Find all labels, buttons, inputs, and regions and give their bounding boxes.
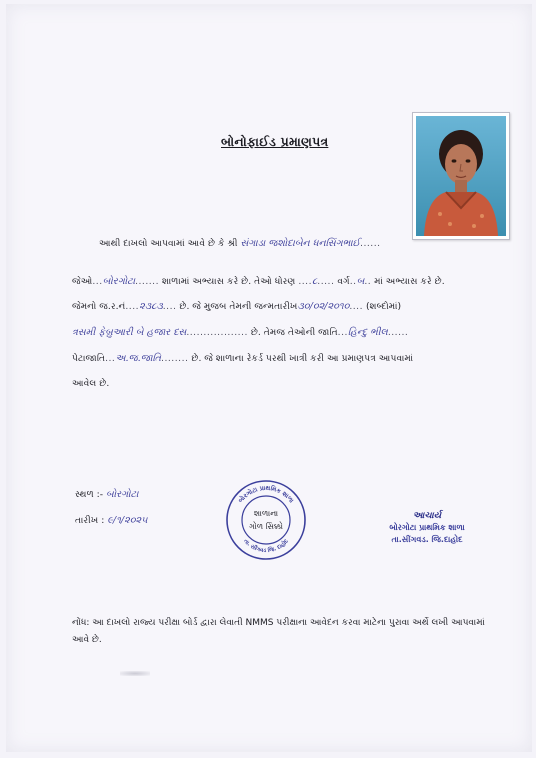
paper-smudge bbox=[120, 671, 150, 676]
note: નોંધ: આ દાખલો રાજ્ય પરીક્ષા બોર્ડ દ્વારા લેવાતી NMMS પરીક્ષાના આવેદન કરવા માટેના પુરાવા અર્થે લખી આપવામાં આવે છે. bbox=[72, 618, 485, 645]
date-row bbox=[75, 515, 147, 526]
dots: ...... bbox=[360, 238, 381, 249]
dots: ... bbox=[92, 276, 103, 287]
certificate-line-6 bbox=[72, 378, 109, 390]
caste: હિન્દુ ભીલ bbox=[347, 327, 388, 338]
student-name: સંગાડા જશોદાબેન ધનસિંગભાઈ bbox=[240, 238, 361, 249]
subcaste: અ.જ.જાતિ bbox=[115, 353, 162, 364]
dots: .... bbox=[298, 276, 313, 287]
certificate-line-2 bbox=[72, 276, 445, 288]
line6-text: આવેલ છે. bbox=[72, 378, 110, 389]
dots: ... bbox=[337, 327, 348, 338]
gr-label: જેમનો જ.ર.નં bbox=[72, 301, 126, 312]
place-label: સ્થળ :- bbox=[75, 489, 104, 500]
class-label: વર્ગ bbox=[337, 276, 350, 287]
dots: ..... bbox=[317, 276, 335, 287]
place-row bbox=[75, 489, 138, 500]
student-photo bbox=[412, 112, 510, 240]
stamp-inner-top: શાળાના bbox=[253, 509, 279, 518]
place-value: બોરગોટા bbox=[106, 489, 139, 500]
certificate-line-3 bbox=[72, 301, 401, 313]
certificate-line-1 bbox=[99, 238, 381, 250]
stamp-inner-bottom: ગોળ સિક્કો bbox=[249, 522, 283, 531]
dots: ... bbox=[105, 353, 116, 364]
dob-in-words: ત્રસમી ફેબ્રુઆરી બે હજાર દસ bbox=[72, 327, 187, 338]
principal-stamp bbox=[372, 510, 482, 546]
dots: .................. bbox=[186, 327, 248, 338]
line2-text: શાળામાં અભ્યાસ કરે છે. તેઓ ધોરણ bbox=[161, 276, 296, 287]
dots: .... bbox=[349, 301, 364, 312]
principal-school: બોરગોટા પ્રાથમિક શાળા bbox=[389, 523, 465, 532]
subcaste-label: પેટાજાતિ bbox=[72, 353, 106, 364]
school-name: બોરગોટા bbox=[102, 276, 136, 287]
dots: .. bbox=[364, 276, 372, 287]
principal-taluka: તા.સીંગવડ. જિ.દાહોદ bbox=[391, 535, 463, 544]
stamp-outer-text: બોરગોટા પ્રાથમિક શાળા bbox=[237, 484, 295, 505]
dots: ........ bbox=[161, 353, 189, 364]
student-photo-image bbox=[416, 116, 506, 236]
certificate-line-5 bbox=[72, 353, 413, 365]
dots: .. bbox=[349, 276, 357, 287]
line5-text: છે. જે શાળાના રેકર્ડ પરથી ખાત્રી કરી આ પ્રમાણપત્ર આપવામાં bbox=[191, 353, 414, 364]
standard: ૮ bbox=[312, 276, 318, 287]
dots: ....... bbox=[135, 276, 160, 287]
date-label: તારીખ : bbox=[75, 515, 105, 526]
school-round-stamp bbox=[224, 478, 308, 562]
line1-prefix: આથી દાખલો આપવામાં આવે છે કે શ્રી bbox=[99, 238, 238, 249]
svg-text:તા. સીંગવડ જિ. દાહોદ bbox=[242, 538, 290, 554]
line3-text: છે. જે મુજબ તેમની જન્મતારીખ bbox=[179, 301, 298, 312]
date-value: ૯/૧/૨૦૨૫ bbox=[107, 515, 148, 526]
date-of-birth: ૩૦/૦૨/૨૦૧૦ bbox=[297, 301, 350, 312]
certificate-line-4 bbox=[72, 327, 408, 339]
document-title: બોનોફાઈડ પ્રમાણપત્ર bbox=[221, 134, 329, 149]
line2-end: માં અભ્યાસ કરે છે. bbox=[374, 276, 445, 287]
dots: .... bbox=[125, 301, 140, 312]
division: બ bbox=[356, 276, 365, 287]
dots: ...... bbox=[387, 327, 409, 338]
line2-prefix: જેઓ bbox=[72, 276, 93, 287]
stamp-bottom-text: તા. સીંગવડ જિ. દાહોદ bbox=[242, 538, 290, 555]
principal-signature: આચાર્ય bbox=[412, 511, 442, 521]
dots: .... bbox=[162, 301, 177, 312]
in-words-label: (શબ્દોમાં) bbox=[365, 301, 402, 312]
gr-number: ૨૩૮૩ bbox=[139, 301, 163, 312]
line4-text: છે. તેમજ તેઓની જાતિ bbox=[250, 327, 338, 338]
